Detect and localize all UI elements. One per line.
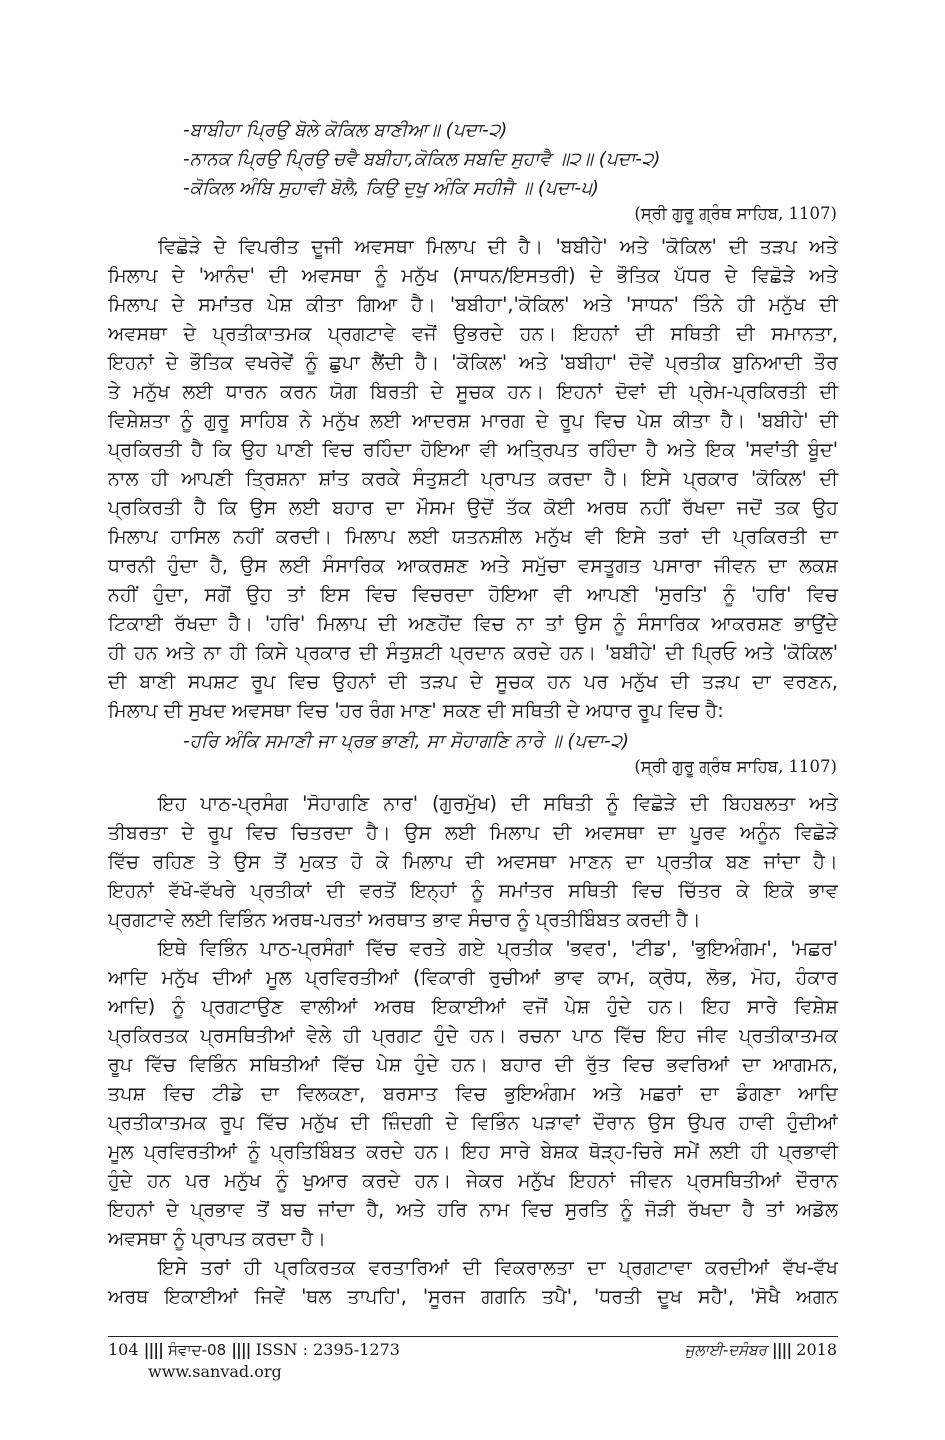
paragraph-line: ਆਦਿ) ਨੂੰ ਪ੍ਰਗਟਾਉਣ ਵਾਲੀਆਂ ਅਰਥ ਇਕਾਈਆਂ ਵਜੋਂ ਪੇਸ਼ ਹੁੰਦੇ ਹਨ। ਇਹ ਸਾਰੇ ਵਿਸ਼ੇਸ਼ [108, 995, 838, 1018]
paragraph-line: ਤਪਸ਼ ਵਿਚ ਟੀਡੇ ਦਾ ਵਿਲਕਣਾ, ਬਰਸਾਤ ਵਿਚ ਭੁਇਅੰਗਮ ਅਤੇ ਮਛਰਾਂ ਦਾ ਡੰਗਣਾ ਆਦਿ [108, 1082, 838, 1105]
separator-bars: |||| [231, 1340, 251, 1359]
paragraph-line: ਇਥੇ ਵਿਭਿੰਨ ਪਾਠ-ਪ੍ਰਸੰਗਾਂ ਵਿੱਚ ਵਰਤੇ ਗਏ ਪ੍ਰਤੀਕ 'ਭਵਰ', 'ਟੀਡ', 'ਭੁਇਅੰਗਮ', 'ਮਛਰ' [158, 937, 838, 960]
paragraph-line: ਪ੍ਰਕਿਰਤੀ ਹੈ ਕਿ ਉਹ ਪਾਣੀ ਵਿਚ ਰਹਿੰਦਾ ਹੋਇਆ ਵੀ ਅਤ੍ਰਿਪਤ ਰਹਿੰਦਾ ਹੈ ਅਤੇ ਇਕ 'ਸਵਾਂਤੀ ਬੂੰਦ' [108, 438, 838, 461]
page-number: 104 [108, 1340, 139, 1359]
separator-bars: |||| [771, 1340, 792, 1359]
issn: ISSN : 2395-1273 [255, 1340, 400, 1359]
quote-line: -ਹਰਿ ਅੰਕਿ ਸਮਾਣੀ ਜਾ ਪ੍ਰਭ ਭਾਣੀ, ਸਾ ਸੋਹਾਗਣਿ ਨਾਰੇ ॥ (ਪਦਾ-੨) [183, 731, 630, 752]
paragraph-line: ਦੀ ਬਾਣੀ ਸਪਸ਼ਟ ਰੂਪ ਵਿਚ ਉਹਨਾਂ ਦੀ ਤੜਪ ਦੇ ਸੂਚਕ ਹਨ ਪਰ ਮਨੁੱਖ ਦੀ ਤੜਪ ਦਾ ਵਰਣਨ, [108, 670, 838, 693]
paragraph-line: ਇਹਨਾਂ ਦੇ ਪ੍ਰਭਾਵ ਤੋਂ ਬਚ ਜਾਂਦਾ ਹੈ, ਅਤੇ ਹਰਿ ਨਾਮ ਵਿਚ ਸੁਰਤਿ ਨੂੰ ਜੋੜੀ ਰੱਖਦਾ ਹੈ ਤਾਂ ਅਡੋਲ [108, 1198, 838, 1221]
paragraph-line: ਨਹੀਂ ਹੁੰਦਾ, ਸਗੋਂ ਉਹ ਤਾਂ ਇਸ ਵਿਚ ਵਿਚਰਦਾ ਹੋਇਆ ਵੀ ਆਪਣੀ 'ਸੁਰਤਿ' ਨੂੰ 'ਹਰਿ' ਵਿਚ [108, 583, 838, 606]
paragraph-line: ਤੇ ਮਨੁੱਖ ਲਈ ਧਾਰਨ ਕਰਨ ਯੋਗ ਬਿਰਤੀ ਦੇ ਸੂਚਕ ਹਨ। ਇਹਨਾਂ ਦੋਵਾਂ ਦੀ ਪ੍ਰੇਮ-ਪ੍ਰਕਿਰਤੀ ਦੀ [108, 380, 838, 403]
paragraph-line: ਇਹ ਪਾਠ-ਪ੍ਰਸੰਗ 'ਸੋਹਾਗਣਿ ਨਾਰ' (ਗੁਰਮੁੱਖ) ਦੀ ਸਥਿਤੀ ਨੂੰ ਵਿਛੋੜੇ ਦੀ ਬਿਹਬਲਤਾ ਅਤੇ [158, 792, 838, 815]
paragraph-line: ਮਿਲਾਪ ਦੇ 'ਆਨੰਦ' ਦੀ ਅਵਸਥਾ ਨੂੰ ਮਨੁੱਖ (ਸਾਧਨ/ਇਸਤਰੀ) ਦੇ ਭੌਤਿਕ ਪੱਧਰ ਦੇ ਵਿਛੋੜੇ ਅਤੇ [108, 264, 838, 287]
separator-bars: |||| [143, 1340, 163, 1359]
quote-line: -ਨਾਨਕ ਪ੍ਰਿਉ ਪ੍ਰਿਉ ਚਵੈ ਬਬੀਹਾ,ਕੋਕਿਲ ਸਬਦਿ ਸੁਹਾਵੈ ॥੨॥ (ਪਦਾ-੨) [183, 149, 661, 170]
paragraph-line: ਮਿਲਾਪ ਦੇ ਸਮਾਂਤਰ ਪੇਸ਼ ਕੀਤਾ ਗਿਆ ਹੈ। 'ਬਬੀਹਾ','ਕੋਕਿਲ' ਅਤੇ 'ਸਾਧਨ' ਤਿੰਨੇ ਹੀ ਮਨੁੱਖ ਦੀ [108, 293, 838, 316]
year: 2018 [796, 1340, 837, 1359]
paragraph-line: ਤੀਬਰਤਾ ਦੇ ਰੂਪ ਵਿਚ ਚਿਤਰਦਾ ਹੈ। ਉਸ ਲਈ ਮਿਲਾਪ ਦੀ ਅਵਸਥਾ ਦਾ ਪੂਰਵ ਅਨੂੰਨ ਵਿਛੋੜੇ [108, 821, 838, 844]
paragraph-line: ਇਹਨਾਂ ਵੱਖੋ-ਵੱਖਰੇ ਪ੍ਰਤੀਕਾਂ ਦੀ ਵਰਤੋਂ ਇਨ੍ਹਾਂ ਨੂੰ ਸਮਾਂਤਰ ਸਥਿਤੀ ਵਿਚ ਚਿੱਤਰ ਕੇ ਇਕੋ ਭਾਵ [108, 879, 838, 902]
paragraph-line: ਨਾਲ ਹੀ ਆਪਣੀ ਤ੍ਰਿਸ਼ਨਾ ਸ਼ਾਂਤ ਕਰਕੇ ਸੰਤੁਸ਼ਟੀ ਪ੍ਰਾਪਤ ਕਰਦਾ ਹੈ। ਇਸੇ ਪ੍ਰਕਾਰ 'ਕੋਕਿਲ' ਦੀ [108, 467, 838, 490]
paragraph-line: ਟਿਕਾਈ ਰੱਖਦਾ ਹੈ। 'ਹਰਿ' ਮਿਲਾਪ ਦੀ ਅਣਹੋਂਦ ਵਿਚ ਨਾ ਤਾਂ ਉਸ ਨੂੰ ਸੰਸਾਰਿਕ ਆਕਰਸ਼ਣ ਭਾਉਂਦੇ [108, 612, 838, 635]
citation: (ਸ੍ਰੀ ਗੁਰੂ ਗ੍ਰੰਥ ਸਾਹਿਬ, 1107) [634, 757, 837, 776]
paragraph-line: ਵਿਸ਼ੇਸ਼ਤਾ ਨੂੰ ਗੁਰੂ ਸਾਹਿਬ ਨੇ ਮਨੁੱਖ ਲਈ ਆਦਰਸ਼ ਮਾਰਗ ਦੇ ਰੂਪ ਵਿਚ ਪੇਸ਼ ਕੀਤਾ ਹੈ। 'ਬਬੀਹੇ' ਦੀ [108, 409, 838, 432]
paragraph-line: ਮਿਲਾਪ ਹਾਸਿਲ ਨਹੀਂ ਕਰਦੀ। ਮਿਲਾਪ ਲਈ ਯਤਨਸ਼ੀਲ ਮਨੁੱਖ ਵੀ ਇਸੇ ਤਰਾਂ ਦੀ ਪ੍ਰਕਿਰਤੀ ਦਾ [108, 525, 838, 548]
issue-label: ਸੰਵਾਦ-08 [168, 1341, 227, 1359]
paragraph-line: ਮੂਲ ਪ੍ਰਵਿਰਤੀਆਂ ਨੂੰ ਪ੍ਰਤਿਬਿੰਬਤ ਕਰਦੇ ਹਨ। ਇਹ ਸਾਰੇ ਬੇਸ਼ਕ ਥੋੜ੍ਹ-ਚਿਰੇ ਸਮੇਂ ਲਈ ਹੀ ਪ੍ਰਭਾਵੀ [108, 1140, 838, 1163]
footer-left [108, 1340, 400, 1359]
paragraph-line: ਧਾਰਨੀ ਹੁੰਦਾ ਹੈ, ਉਸ ਲਈ ਸੰਸਾਰਿਕ ਆਕਰਸ਼ਣ ਅਤੇ ਸਮੁੱਚਾ ਵਸਤੂਗਤ ਪਸਾਰਾ ਜੀਵਨ ਦਾ ਲਕਸ਼ [108, 554, 838, 577]
paragraph-line: ਹੀ ਹਨ ਅਤੇ ਨਾ ਹੀ ਕਿਸੇ ਪ੍ਰਕਾਰ ਦੀ ਸੰਤੁਸ਼ਟੀ ਪ੍ਰਦਾਨ ਕਰਦੇ ਹਨ। 'ਬਬੀਹੇ' ਦੀ ਪ੍ਰਿਓ ਅਤੇ 'ਕੋਕਿਲ' [108, 641, 838, 664]
paragraph-line: ਅਵਸਥਾ ਦੇ ਪ੍ਰਤੀਕਾਤਮਕ ਪ੍ਰਗਟਾਵੇ ਵਜੋਂ ਉਭਰਦੇ ਹਨ। ਇਹਨਾਂ ਦੀ ਸਥਿਤੀ ਦੀ ਸਮਾਨਤਾ, [108, 322, 838, 345]
quote-line: -ਬਾਬੀਹਾ ਪ੍ਰਿਉ ਬੋਲੇ ਕੋਕਿਲ ਬਾਣੀਆ॥ (ਪਦਾ-੨) [183, 120, 508, 141]
footer-rule [108, 1336, 838, 1337]
paragraph-line: ਪ੍ਰਕਿਰਤੀ ਹੈ ਕਿ ਉਸ ਲਈ ਬਹਾਰ ਦਾ ਮੌਸਮ ਉਦੋਂ ਤੱਕ ਕੋਈ ਅਰਥ ਨਹੀਂ ਰੱਖਦਾ ਜਦੋਂ ਤਕ ਉਹ [108, 496, 838, 519]
paragraph-line: ਹੁੰਦੇ ਹਨ ਪਰ ਮਨੁੱਖ ਨੂੰ ਖੁਆਰ ਕਰਦੇ ਹਨ। ਜੇਕਰ ਮਨੁੱਖ ਇਹਨਾਂ ਜੀਵਨ ਪ੍ਰਸਥਿਤੀਆਂ ਦੌਰਾਨ [108, 1169, 838, 1192]
paragraph-line: ਪ੍ਰਤੀਕਾਤਮਕ ਰੂਪ ਵਿੱਚ ਮਨੁੱਖ ਦੀ ਜ਼ਿੰਦਗੀ ਦੇ ਵਿਭਿੰਨ ਪੜਾਵਾਂ ਦੌਰਾਨ ਉਸ ਉਪਰ ਹਾਵੀ ਹੁੰਦੀਆਂ [108, 1111, 838, 1134]
paragraph-line: ਵਿਛੋੜੇ ਦੇ ਵਿਪਰੀਤ ਦੂਜੀ ਅਵਸਥਾ ਮਿਲਾਪ ਦੀ ਹੈ। 'ਬਬੀਹੇ' ਅਤੇ 'ਕੋਕਿਲ' ਦੀ ਤੜਪ ਅਤੇ [158, 235, 838, 258]
period-label: ਜੁਲਾਈ-ਦਸੰਬਰ [684, 1341, 767, 1359]
paragraph-line: ਮਿਲਾਪ ਦੀ ਸੁਖਦ ਅਵਸਥਾ ਵਿਚ 'ਹਰ ਰੰਗ ਮਾਣ' ਸਕਣ ਦੀ ਸਥਿਤੀ ਦੇ ਅਧਾਰ ਰੂਪ ਵਿਚ ਹੈ: [108, 699, 724, 722]
footer-right [685, 1340, 837, 1359]
paragraph-line: ਆਦਿ ਮਨੁੱਖ ਦੀਆਂ ਮੂਲ ਪ੍ਰਵਿਰਤੀਆਂ (ਵਿਕਾਰੀ ਰੁਚੀਆਂ ਭਾਵ ਕਾਮ, ਕ੍ਰੋਧ, ਲੋਭ, ਮੋਹ, ਹੰਕਾਰ [108, 966, 838, 989]
paragraph-line: ਪ੍ਰਗਟਾਵੇ ਲਈ ਵਿਭਿੰਨ ਅਰਥ-ਪਰਤਾਂ ਅਰਥਾਤ ਭਾਵ ਸੰਚਾਰ ਨੂੰ ਪ੍ਰਤੀਬਿੰਬਤ ਕਰਦੀ ਹੈ। [108, 908, 701, 931]
paragraph-line: ਰੂਪ ਵਿੱਚ ਵਿਭਿੰਨ ਸਥਿਤੀਆਂ ਵਿੱਚ ਪੇਸ਼ ਹੁੰਦੇ ਹਨ। ਬਹਾਰ ਦੀ ਰੁੱਤ ਵਿਚ ਭਵਰਿਆਂ ਦਾ ਆਗਮਨ, [108, 1053, 838, 1076]
citation: (ਸ੍ਰੀ ਗੁਰੂ ਗ੍ਰੰਥ ਸਾਹਿਬ, 1107) [634, 204, 837, 223]
paragraph-line: ਇਸੇ ਤਰਾਂ ਹੀ ਪ੍ਰਕਿਰਤਕ ਵਰਤਾਰਿਆਂ ਦੀ ਵਿਕਰਾਲਤਾ ਦਾ ਪ੍ਰਗਟਾਵਾ ਕਰਦੀਆਂ ਵੱਖ-ਵੱਖ [158, 1256, 838, 1279]
paragraph-line: ਅਰਥ ਇਕਾਈਆਂ ਜਿਵੇਂ 'ਥਲ ਤਾਪਹਿ', 'ਸੂਰਜ ਗਗਨਿ ਤਪੈ', 'ਧਰਤੀ ਦੂਖ ਸਹੈ', 'ਸੋਖੈ ਅਗਨ [108, 1285, 838, 1308]
website[interactable]: www.sanvad.org [148, 1362, 282, 1381]
paragraph-line: ਅਵਸਥਾ ਨੂੰ ਪ੍ਰਾਪਤ ਕਰਦਾ ਹੈ। [108, 1227, 327, 1250]
paragraph-line: ਪ੍ਰਕਿਰਤਕ ਪ੍ਰਸਥਿਤੀਆਂ ਵੇਲੇ ਹੀ ਪ੍ਰਗਟ ਹੁੰਦੇ ਹਨ। ਰਚਨਾ ਪਾਠ ਵਿੱਚ ਇਹ ਜੀਵ ਪ੍ਰਤੀਕਾਤਮਕ [108, 1024, 838, 1047]
quote-line: -ਕੋਕਿਲ ਅੰਬਿ ਸੁਹਾਵੀ ਬੋਲੈ, ਕਿਉ ਦੁਖੁ ਅੰਕਿ ਸਹੀਜੈ ॥ (ਪਦਾ-੫) [183, 178, 599, 199]
paragraph-line: ਵਿੱਚ ਰਹਿਣ ਤੇ ਉਸ ਤੋਂ ਮੁਕਤ ਹੋ ਕੇ ਮਿਲਾਪ ਦੀ ਅਵਸਥਾ ਮਾਣਨ ਦਾ ਪ੍ਰਤੀਕ ਬਣ ਜਾਂਦਾ ਹੈ। [108, 850, 838, 873]
paragraph-line: ਇਹਨਾਂ ਦੇ ਭੌਤਿਕ ਵਖਰੇਵੇਂ ਨੂੰ ਛੁਪਾ ਲੈਂਦੀ ਹੈ। 'ਕੋਕਿਲ' ਅਤੇ 'ਬਬੀਹਾ' ਦੋਵੇਂ ਪ੍ਰਤੀਕ ਬੁਨਿਆਦੀ ਤੌਰ [108, 351, 838, 374]
